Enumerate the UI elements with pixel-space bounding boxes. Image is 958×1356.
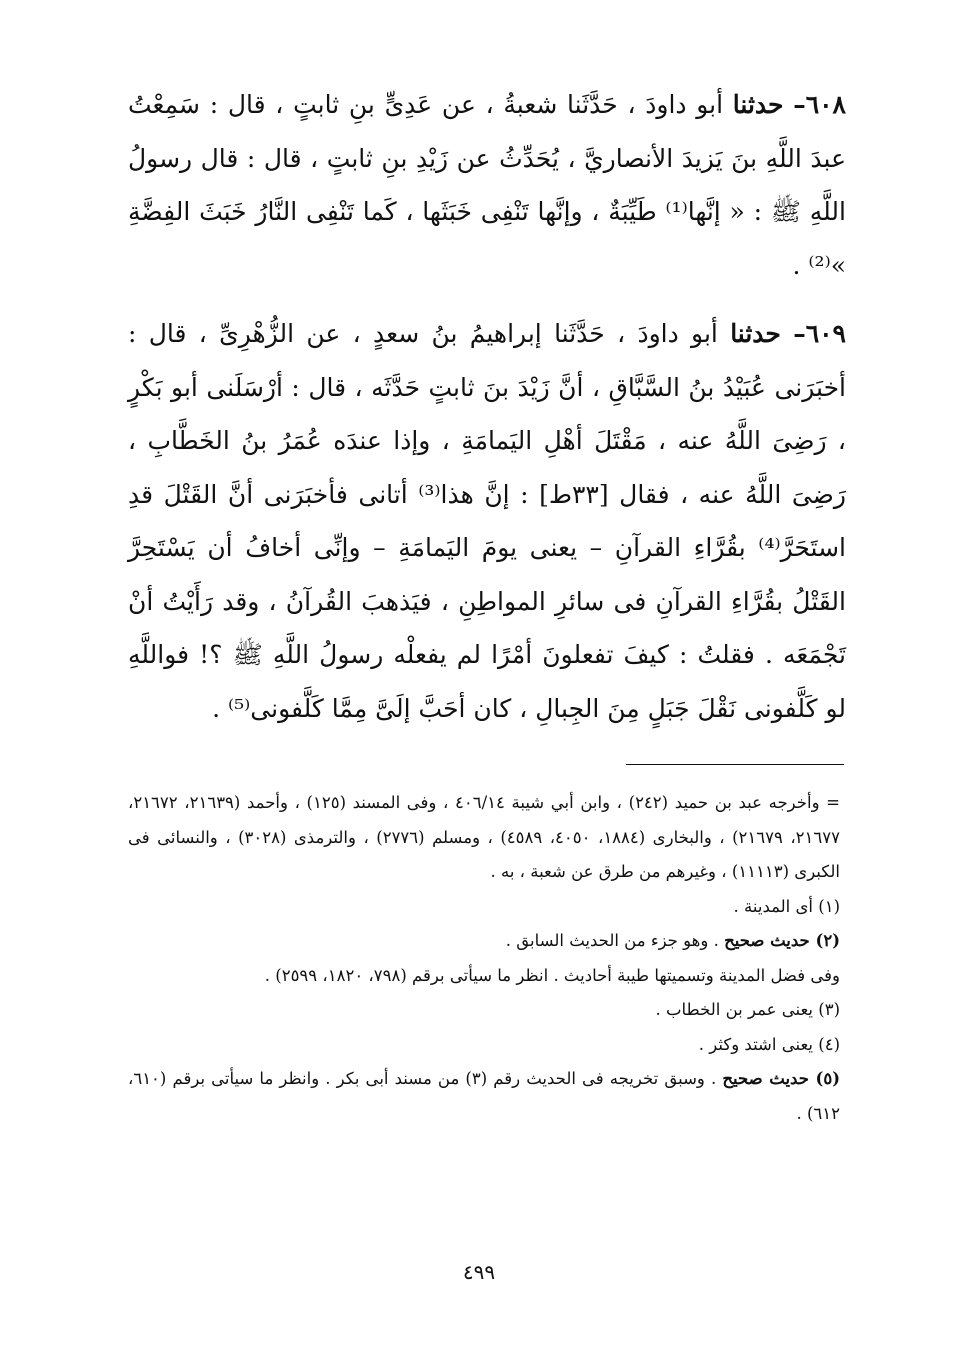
hadith-number: ٦٠٨– — [793, 90, 846, 119]
hadith-text: أبو داودَ ، حَدَّثَنا إبراهيمُ بنُ سعدٍ ، عن الزُّهْرِىِّ ، قال : أخبَرَنى عُبَيْدُ بنُ السَّبَّاقِ ، أنَّ زَيْدَ بنَ ثابتٍ حَدَّثَه ، قال : أرْسَلَنى أبو بَكْرٍ ، رَضِىَ اللَّهُ عنه ، مَقْتَلَ أهْلِ اليَمامَةِ ، وإذا عندَه عُمَرُ بنُ الخَطَّابِ ، رَضِىَ اللَّهُ عنه ، فقال [٣٣ط] : إنَّ هذا⁽³⁾ أتانى فأخبَرَنى أنَّ القَتْلَ قدِ استَحَرَّ⁽⁴⁾ بقُرَّاءِ القرآنِ – يعنى يومَ اليَمامَةِ – وإنِّى أخافُ أن يَسْتَحِرَّ القَتْلُ بقُرَّاءِ القرآنِ فى سائرِ المواطِنِ ، فيَذهبَ القُرآنُ ، وقد رَأَيْتُ أنْ تَجْمَعَه . فقلتُ : كيفَ تفعلونَ أمْرًا لم يفعلْه رسولُ اللَّهِ ﷺ ؟! فواللَّهِ لو كَلَّفونى نَقْلَ جَبَلٍ مِنَ الجِبالِ ، كان أحَبَّ إلَىَّ مِمَّا كَلَّفونى⁽⁵⁾ . — [128, 319, 846, 723]
footnote-4 — [128, 1028, 840, 1063]
footnote-2-continuation — [128, 959, 840, 994]
footnote-3 — [128, 993, 840, 1028]
footnotes — [128, 786, 840, 1131]
hadith-opener: حدثنا — [732, 90, 784, 119]
footnote-text: وفى فضل المدينة وتسميتها طيبة أحاديث . انظر ما سيأتى برقم (٧٩٨، ١٨٢٠، ٢٥٩٩) . — [264, 965, 840, 985]
footnote-text: (٣) يعنى عمر بن الخطاب . — [655, 1000, 840, 1019]
footnote-separator — [626, 764, 844, 765]
footnote-bold: (٥) حديث صحيح — [722, 1069, 840, 1088]
hadith-608 — [128, 78, 846, 292]
footnote-5 — [128, 1062, 840, 1131]
hadith-text: أبو داودَ ، حَدَّثَنا شعبةُ ، عن عَدِىٍّ بنِ ثابتٍ ، قال : سَمِعْتُ عبدَ اللَّهِ بنَ يَزيدَ الأنصاريَّ ، يُحَدِّثُ عن زَيْدِ بنِ ثابتٍ ، قال : قال رسولُ اللَّهِ ﷺ : « إنَّها⁽¹⁾ طَيِّبَةٌ ، وإنَّها تَنْفِى خَبَثَها ، كَما تَنْفِى النَّارُ خَبَثَ الفِضَّةِ »⁽²⁾ . — [128, 90, 846, 280]
main-text — [128, 78, 846, 750]
footnote-text: . وسبق تخريجه فى الحديث رقم (٣) من مسند أبى بكر . وانظر ما سيأتى برقم (٦١٠، ٦١٢) . — [128, 1069, 840, 1123]
footnote-bold: (٢) حديث صحيح — [724, 931, 840, 950]
footnote-text: (٤) يعنى اشتد وكثر . — [698, 1034, 840, 1054]
footnote-text: . وهو جزء من الحديث السابق . — [505, 931, 725, 950]
hadith-opener: حدثنا — [730, 319, 781, 348]
hadith-609 — [128, 307, 846, 735]
footnote-continuation — [128, 786, 840, 890]
page-number: ٤٩٩ — [462, 1260, 496, 1284]
footnote-2 — [128, 924, 840, 959]
hadith-number: ٦٠٩– — [793, 319, 846, 348]
footnote-text: = وأخرجه عبد بن حميد (٢٤٢) ، وابن أبي شيبة ٤٠٦/١٤ ، وفى المسند (١٢٥) ، وأحمد (٢١٦٣٩، ٢١٦٧٢، ٢١٦٧٧، ٢١٦٧٩) ، والبخارى (١٨٨٤، ٤٠٥٠، ٤٥٨٩) ، ومسلم (٢٧٧٦) ، والترمذى (٣٠٢٨) ، والنسائى فى الكبرى (١١١١٣) ، وغيرهم من طرق عن شعبة ، به . — [128, 793, 840, 881]
footnote-1 — [128, 890, 840, 925]
footnote-text: (١) أى المدينة . — [733, 896, 840, 916]
